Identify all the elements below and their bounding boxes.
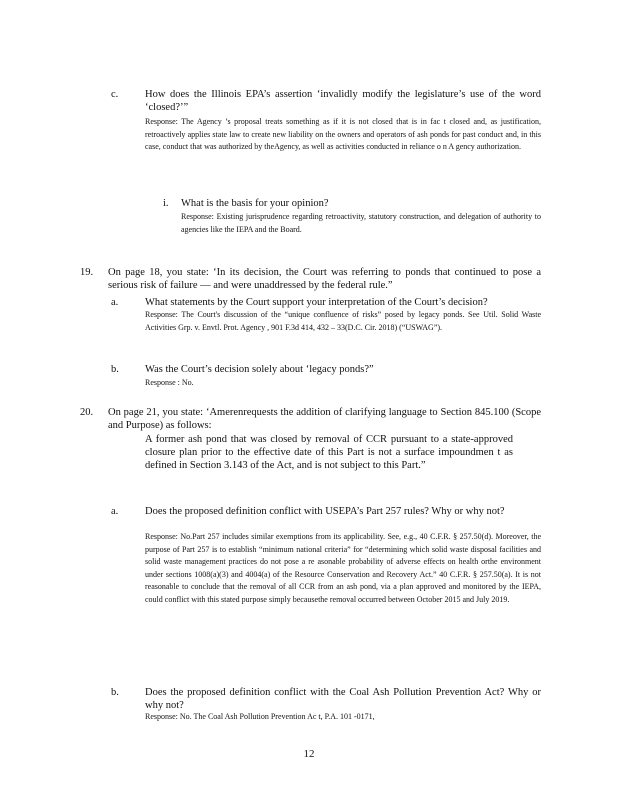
response-text: Response: No. The Coal Ash Pollution Prevention Ac t, P.A. 101 -0171, (145, 712, 375, 721)
page-number: 12 (303, 748, 315, 760)
question-text: What statements by the Court support your interpretation of the Court’s decision? (145, 297, 488, 308)
question-text: Was the Court’s decision solely about ‘legacy ponds?” (145, 364, 374, 375)
item-label: b. (111, 364, 119, 375)
question-text: What is the basis for your opinion? (181, 198, 329, 209)
question-text: On page 21, you state: ‘Amerenrequests the addition of clarifying language to Section 845.100 (Scope and Purpose) as follows: (108, 407, 541, 431)
item-label: a. (111, 297, 119, 308)
response-text: Response: No.Part 257 includes similar exemptions from its applicability. See, e.g., 40 C.F.R. § 257.50(d). Moreover, the purpose of Part 257 is to establish “minimum national criteria” for “determining which solid waste disposal facilities and solid waste management practices do not pose a re asonable probability of adverse effects on health orthe environment under sections 1008(a)(3) and 4004(a) of the Resource Conservation and Recovery Act.” 40 C.F.R. § 257.50(a). It is not reasonable to conclude that the removal of all CCR from an ash pond, via a plan approved and monitored by the IEPA, could conflict with this stated purpose simply becausethe removal occurred between October 2015 and July 2019. (145, 532, 541, 604)
item-label: a. (111, 506, 119, 517)
question-text: How does the Illinois EPA’s assertion ‘invalidly modify the legislature’s use of the word ‘closed?’” (145, 89, 541, 113)
question-number: 20. (80, 407, 94, 418)
response-text: Response: The Court's discussion of the “unique confluence of risks” posed by legacy ponds. See Util. Solid Waste Activities Grp. v. Envtl. Prot. Agency , 901 F.3d 414, 432 – 33(D.C. Cir. 2018) (“USWAG”). (145, 310, 541, 332)
question-text: On page 18, you state: ‘In its decision, the Court was referring to ponds that continued to pose a serious risk of failure — and were unaddressed by the federal rule.” (108, 267, 541, 291)
item-label: b. (111, 687, 119, 698)
question-text: Does the proposed definition conflict with USEPA’s Part 257 rules? Why or why not? (145, 506, 505, 517)
question-number: 19. (80, 267, 94, 278)
response-text: Response : No. (145, 378, 194, 387)
question-text: Does the proposed definition conflict with the Coal Ash Pollution Prevention Act? Why or why not? (145, 687, 541, 711)
item-label: i. (163, 198, 169, 209)
item-label: c. (111, 89, 119, 100)
response-text: Response: Existing jurisprudence regarding retroactivity, statutory construction, and delegation of authority to agencies like the IEPA and the Board. (181, 212, 541, 234)
response-text: Response: The Agency ’s proposal treats something as if it is not closed that is in fac t closed and, as justification, retroactively applies state law to create new liability on the owners and operators of ash ponds for past conduct and, in this case, conduct that was authorized by theAgency, as well as activities conducted in reliance o n A gency authorization. (145, 117, 541, 151)
quoted-language: A former ash pond that was closed by removal of CCR pursuant to a state-approved closure plan prior to the effective date of this Part is not a surface impoundmen t as defined in Section 3.143 of the Act, and is not subject to this Part.” (145, 434, 513, 471)
